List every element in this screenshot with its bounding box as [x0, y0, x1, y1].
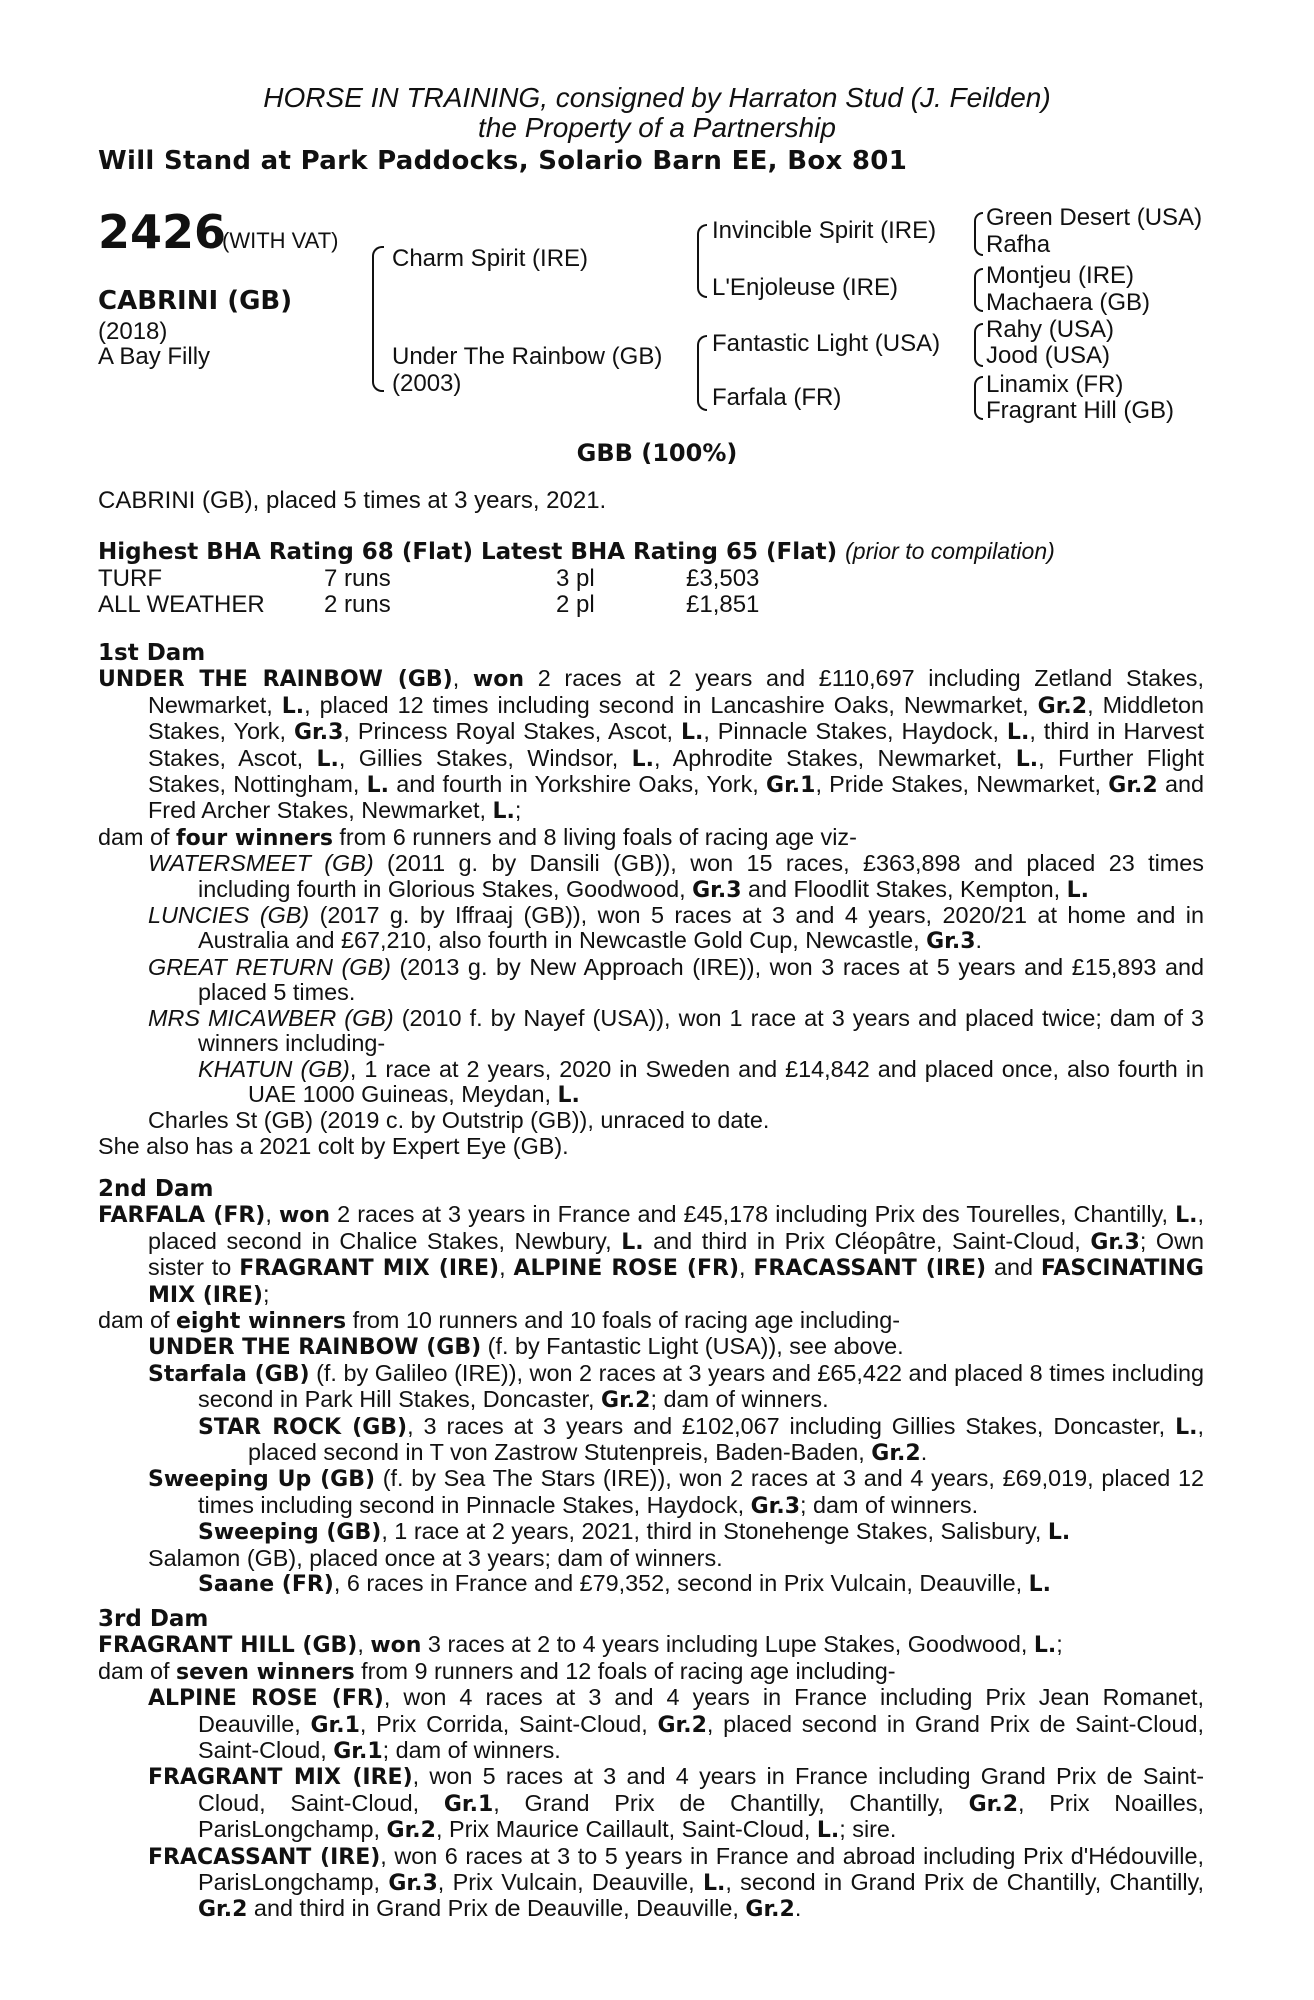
progeny-entry: FRACASSANT (IRE), won 6 races at 3 to 5 years in France and abroad including Prix d'Hédouville, ParisLongchamp, Gr.3, Prix Vulcain, Deauville, L., second in Grand Prix de Chantilly, Chantilly, Gr.2 and third in Grand Prix de Deauville, Deauville, Gr.2.: [148, 1842, 1204, 1923]
stat-money: £1,851: [686, 591, 760, 618]
gg-bracket-4: [974, 376, 983, 420]
stat-runs: 7 runs: [324, 565, 391, 592]
progeny-entry: WATERSMEET (GB) (2011 g. by Dansili (GB)), won 15 races, £363,898 and placed 23 times including fourth in Glorious Stakes, Goodwood, Gr.3 and Floodlit Stakes, Kempton, L.: [148, 850, 1204, 903]
progeny-entry: UNDER THE RAINBOW (GB) (f. by Fantastic Light (USA)), see above.: [148, 1333, 904, 1361]
bha-rating: [98, 538, 1055, 566]
progeny-entry: She also has a 2021 colt by Expert Eye (GB).: [98, 1132, 569, 1159]
bha-rating-note: (prior to compilation): [845, 538, 1055, 564]
pedigree-ddd: Fragrant Hill (GB): [986, 397, 1175, 424]
pedigree-sdd: Machaera (GB): [986, 289, 1151, 316]
pedigree-sds: Montjeu (IRE): [986, 262, 1135, 289]
pedigree-dam-sire: Fantastic Light (USA): [712, 330, 941, 357]
pedigree-sss: Green Desert (USA): [986, 204, 1203, 231]
sire-dam-bracket: [372, 246, 384, 392]
progeny-entry: MRS MICAWBER (GB) (2010 f. by Nayef (USA)), won 1 race at 3 years and placed twice; dam of 3 winners including-: [148, 1004, 1205, 1057]
gg-bracket-3: [974, 323, 983, 367]
stat-placed: 3 pl: [556, 565, 595, 592]
race-summary: CABRINI (GB), placed 5 times at 3 years, 2021.: [98, 487, 607, 514]
section-heading: 2nd Dam: [98, 1176, 214, 1202]
pedigree-dam-year: (2003): [392, 370, 462, 397]
lot-number: 2426: [98, 205, 227, 259]
stat-runs: 2 runs: [324, 591, 391, 618]
vat-note: (WITH VAT): [222, 228, 339, 253]
pedigree-sire-sire: Invincible Spirit (IRE): [712, 217, 937, 244]
pedigree-dss: Rahy (USA): [986, 316, 1115, 343]
second-dam-section: [98, 1177, 1204, 1598]
stat-placed: 2 pl: [556, 591, 595, 618]
gg-bracket-1: [974, 212, 983, 256]
pedigree-dsd: Jood (USA): [986, 342, 1111, 369]
sire-line-bracket: [697, 224, 707, 298]
consignor-title: HORSE IN TRAINING, consigned by Harraton Stud (J. Feilden): [263, 82, 1051, 113]
progeny-entry: Sweeping (GB), 1 race at 2 years, 2021, third in Stonehenge Stakes, Salisbury, L.: [198, 1518, 1071, 1546]
stat-surface: TURF: [98, 565, 162, 592]
horse-year: (2018): [98, 318, 168, 345]
pedigree-dds: Linamix (FR): [986, 371, 1124, 398]
dam-record: UNDER THE RAINBOW (GB), won 2 races at 2 years and £110,697 including Zetland Stakes, Newmarket, L., placed 12 times including second in Lancashire Oaks, Newmarket, Gr.2, Middleton Stakes, York, Gr.3, Princess Royal Stakes, Ascot, L., Pinnacle Stakes, Haydock, L., third in Harvest Stakes, Ascot, L., Gillies Stakes, Windsor, L., Aphrodite Stakes, Newmarket, L., Further Flight Stakes, Nottingham, L. and fourth in Yorkshire Oaks, York, Gr.1, Pride Stakes, Newmarket, Gr.2 and Fred Archer Stakes, Newmarket, L.;: [98, 665, 1205, 825]
dam-of-line: dam of seven winners from 9 runners and 12 foals of racing age including-: [98, 1657, 896, 1685]
pedigree-dam-dam: Farfala (FR): [712, 384, 842, 411]
dam-of-line: dam of eight winners from 10 runners and 10 foals of racing age including-: [98, 1307, 901, 1335]
progeny-entry: Saane (FR), 6 races in France and £79,352, second in Prix Vulcain, Deauville, L.: [198, 1570, 1051, 1598]
consignor-subtitle: the Property of a Partnership: [478, 112, 836, 143]
third-dam-section: [98, 1607, 1204, 1923]
gbb-percentage: GBB (100%): [576, 439, 738, 467]
progeny-entry: Charles St (GB) (2019 c. by Outstrip (GB)), unraced to date.: [148, 1107, 770, 1134]
progeny-entry: STAR ROCK (GB), 3 races at 3 years and £102,067 including Gillies Stakes, Doncaster, L., placed second in T von Zastrow Stutenpreis, Baden-Baden, Gr.2.: [198, 1412, 1205, 1467]
section-heading: 3rd Dam: [98, 1606, 209, 1632]
first-dam-section: [98, 641, 1204, 1159]
pedigree-sire: Charm Spirit (IRE): [392, 245, 589, 272]
progeny-entry: LUNCIES (GB) (2017 g. by Iffraaj (GB)), won 5 races at 3 and 4 years, 2020/21 at home and in Australia and £67,210, also fourth in Newcastle Gold Cup, Newcastle, Gr.3.: [148, 902, 1204, 955]
bha-rating-text: Highest BHA Rating 68 (Flat) Latest BHA Rating 65 (Flat): [98, 539, 838, 565]
stand-location: Will Stand at Park Paddocks, Solario Barn EE, Box 801: [98, 146, 908, 176]
dam-record: FRAGRANT HILL (GB), won 3 races at 2 to 4 years including Lupe Stakes, Goodwood, L.;: [98, 1631, 1063, 1659]
progeny-entry: Salamon (GB), placed once at 3 years; dam of winners.: [148, 1544, 723, 1571]
progeny-entry: Sweeping Up (GB) (f. by Sea The Stars (IRE)), won 2 races at 3 and 4 years, £69,019, placed 12 times including second in Pinnacle Stakes, Haydock, Gr.3; dam of winners.: [148, 1465, 1204, 1519]
progeny-entry: GREAT RETURN (GB) (2013 g. by New Approach (IRE)), won 3 races at 5 years and £15,893 and placed 5 times.: [148, 953, 1204, 1006]
progeny-entry: ALPINE ROSE (FR), won 4 races at 3 and 4 years in France including Prix Jean Romanet, Deauville, Gr.1, Prix Corrida, Saint-Cloud, Gr.2, placed second in Grand Prix de Saint-Cloud, Saint-Cloud, Gr.1; dam of winners.: [148, 1684, 1205, 1765]
progeny-entry: FRAGRANT MIX (IRE), won 5 races at 3 and 4 years in France including Grand Prix de Saint-Cloud, Saint-Cloud, Gr.1, Grand Prix de Chantilly, Chantilly, Gr.2, Prix Noailles, ParisLongchamp, Gr.2, Prix Maurice Caillault, Saint-Cloud, L.; sire.: [148, 1763, 1205, 1844]
pedigree-ssd: Rafha: [986, 231, 1051, 258]
horse-description: A Bay Filly: [98, 343, 211, 370]
pedigree-sire-dam: L'Enjoleuse (IRE): [712, 274, 898, 301]
stat-surface: ALL WEATHER: [98, 591, 265, 618]
horse-name: CABRINI (GB): [98, 286, 293, 316]
progeny-entry: Starfala (GB) (f. by Galileo (IRE)), won 2 races at 3 years and £65,422 and placed 8 times including second in Park Hill Stakes, Doncaster, Gr.2; dam of winners.: [148, 1359, 1204, 1414]
dam-record: FARFALA (FR), won 2 races at 3 years in France and £45,178 including Prix des Tourelles, Chantilly, L., placed second in Chalice Stakes, Newbury, L. and third in Prix Cléopâtre, Saint-Cloud, Gr.3; Own sister to FRAGRANT MIX (IRE), ALPINE ROSE (FR), FRACASSANT (IRE) and FASCINATING MIX (IRE);: [98, 1201, 1204, 1308]
dam-line-bracket: [697, 335, 707, 411]
section-heading: 1st Dam: [98, 640, 206, 666]
gg-bracket-2: [974, 268, 983, 312]
dam-of-line: dam of four winners from 6 runners and 8 living foals of racing age viz-: [98, 823, 857, 851]
progeny-entry: KHATUN (GB), 1 race at 2 years, 2020 in Sweden and £14,842 and placed once, also fourth in UAE 1000 Guineas, Meydan, L.: [198, 1055, 1204, 1108]
pedigree-dam: Under The Rainbow (GB): [392, 343, 663, 370]
stat-money: £3,503: [686, 565, 760, 592]
